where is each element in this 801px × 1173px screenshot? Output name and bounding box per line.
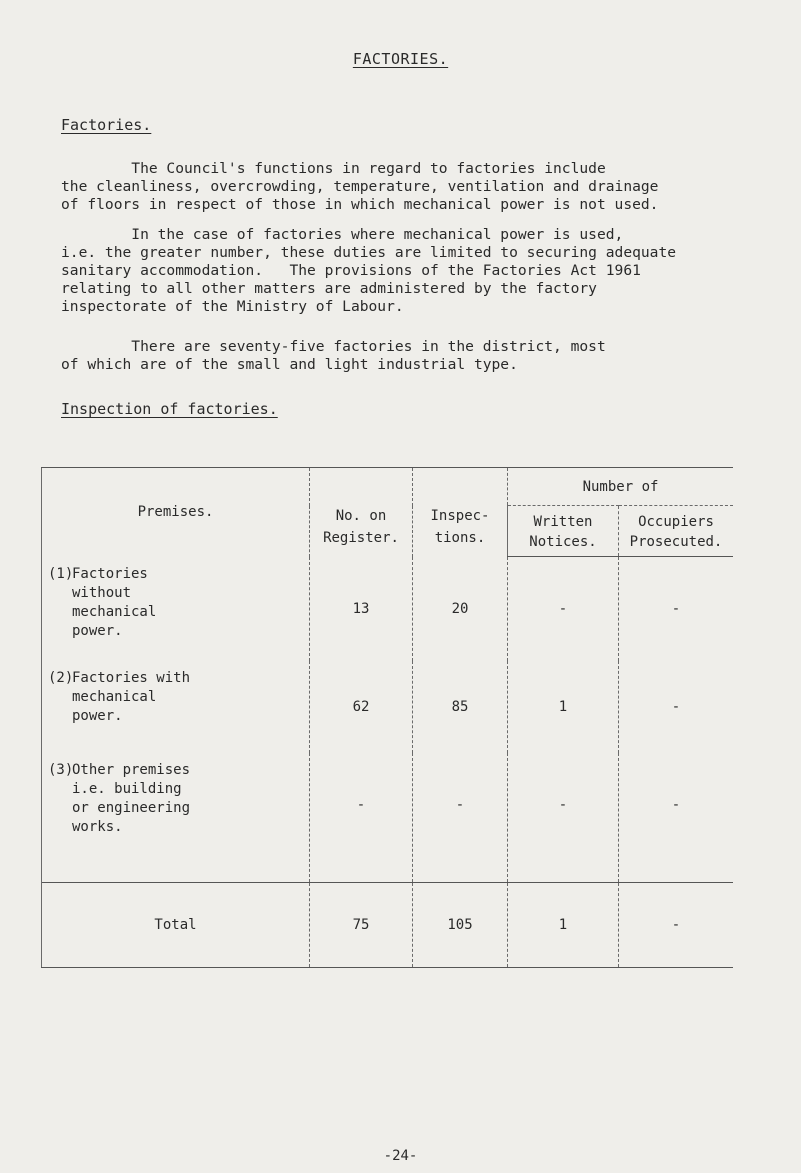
total-occupiers: -	[619, 883, 734, 968]
cell-inspections: -	[413, 753, 508, 883]
header-inspections: Inspec- tions.	[413, 468, 508, 557]
row-label-cell	[42, 753, 310, 883]
page-title: FACTORIES.	[352, 50, 449, 68]
header-register: No. on Register.	[310, 468, 413, 557]
section-heading-inspection: Inspection of factories.	[61, 400, 278, 418]
table-row	[42, 557, 734, 661]
table-row	[42, 753, 734, 883]
row-label: Other premises i.e. building or engineering works.	[72, 761, 191, 835]
row-number: (3)	[48, 761, 74, 778]
inspection-table	[41, 467, 733, 968]
cell-written: -	[508, 557, 619, 661]
cell-written: -	[508, 753, 619, 883]
header-number-of: Number of	[508, 468, 734, 506]
paragraph-mechanical-power: In the case of factories where mechanical power is used, i.e. the greater number, these duties are limited to securing adequate sanitary accommodation. The provisions of the Factories Act 1961 relating to all other matters are administered by the factory inspectorate of the Ministry of Labour.	[61, 226, 677, 315]
row-label-cell	[42, 661, 310, 753]
total-label: Total	[42, 883, 310, 968]
row-number: (1)	[48, 565, 74, 582]
header-premises: Premises.	[42, 468, 310, 557]
paragraph-seventy-five: There are seventy-five factories in the district, most of which are of the small and light industrial type.	[61, 338, 606, 373]
page-number: -24-	[383, 1148, 418, 1164]
header-written-notices: Written Notices.	[508, 506, 619, 557]
header-occupiers-prosecuted: Occupiers Prosecuted.	[619, 506, 734, 557]
cell-occupiers: -	[619, 753, 734, 883]
cell-register: 62	[310, 661, 413, 753]
cell-occupiers: -	[619, 557, 734, 661]
row-label: Factories with mechanical power.	[72, 669, 191, 724]
row-label-cell	[42, 557, 310, 661]
total-written: 1	[508, 883, 619, 968]
cell-inspections: 85	[413, 661, 508, 753]
paragraph-functions: The Council's functions in regard to factories include the cleanliness, overcrowding, temperature, ventilation and drainage of floors in respect of those in which mechanical power is not used.	[61, 160, 659, 213]
table-row	[42, 661, 734, 753]
section-heading-factories: Factories.	[61, 116, 152, 134]
cell-register: -	[310, 753, 413, 883]
total-inspections: 105	[413, 883, 508, 968]
cell-register: 13	[310, 557, 413, 661]
total-register: 75	[310, 883, 413, 968]
cell-inspections: 20	[413, 557, 508, 661]
total-row	[42, 883, 734, 968]
cell-occupiers: -	[619, 661, 734, 753]
row-label: Factories without mechanical power.	[72, 565, 157, 639]
row-number: (2)	[48, 669, 74, 686]
cell-written: 1	[508, 661, 619, 753]
